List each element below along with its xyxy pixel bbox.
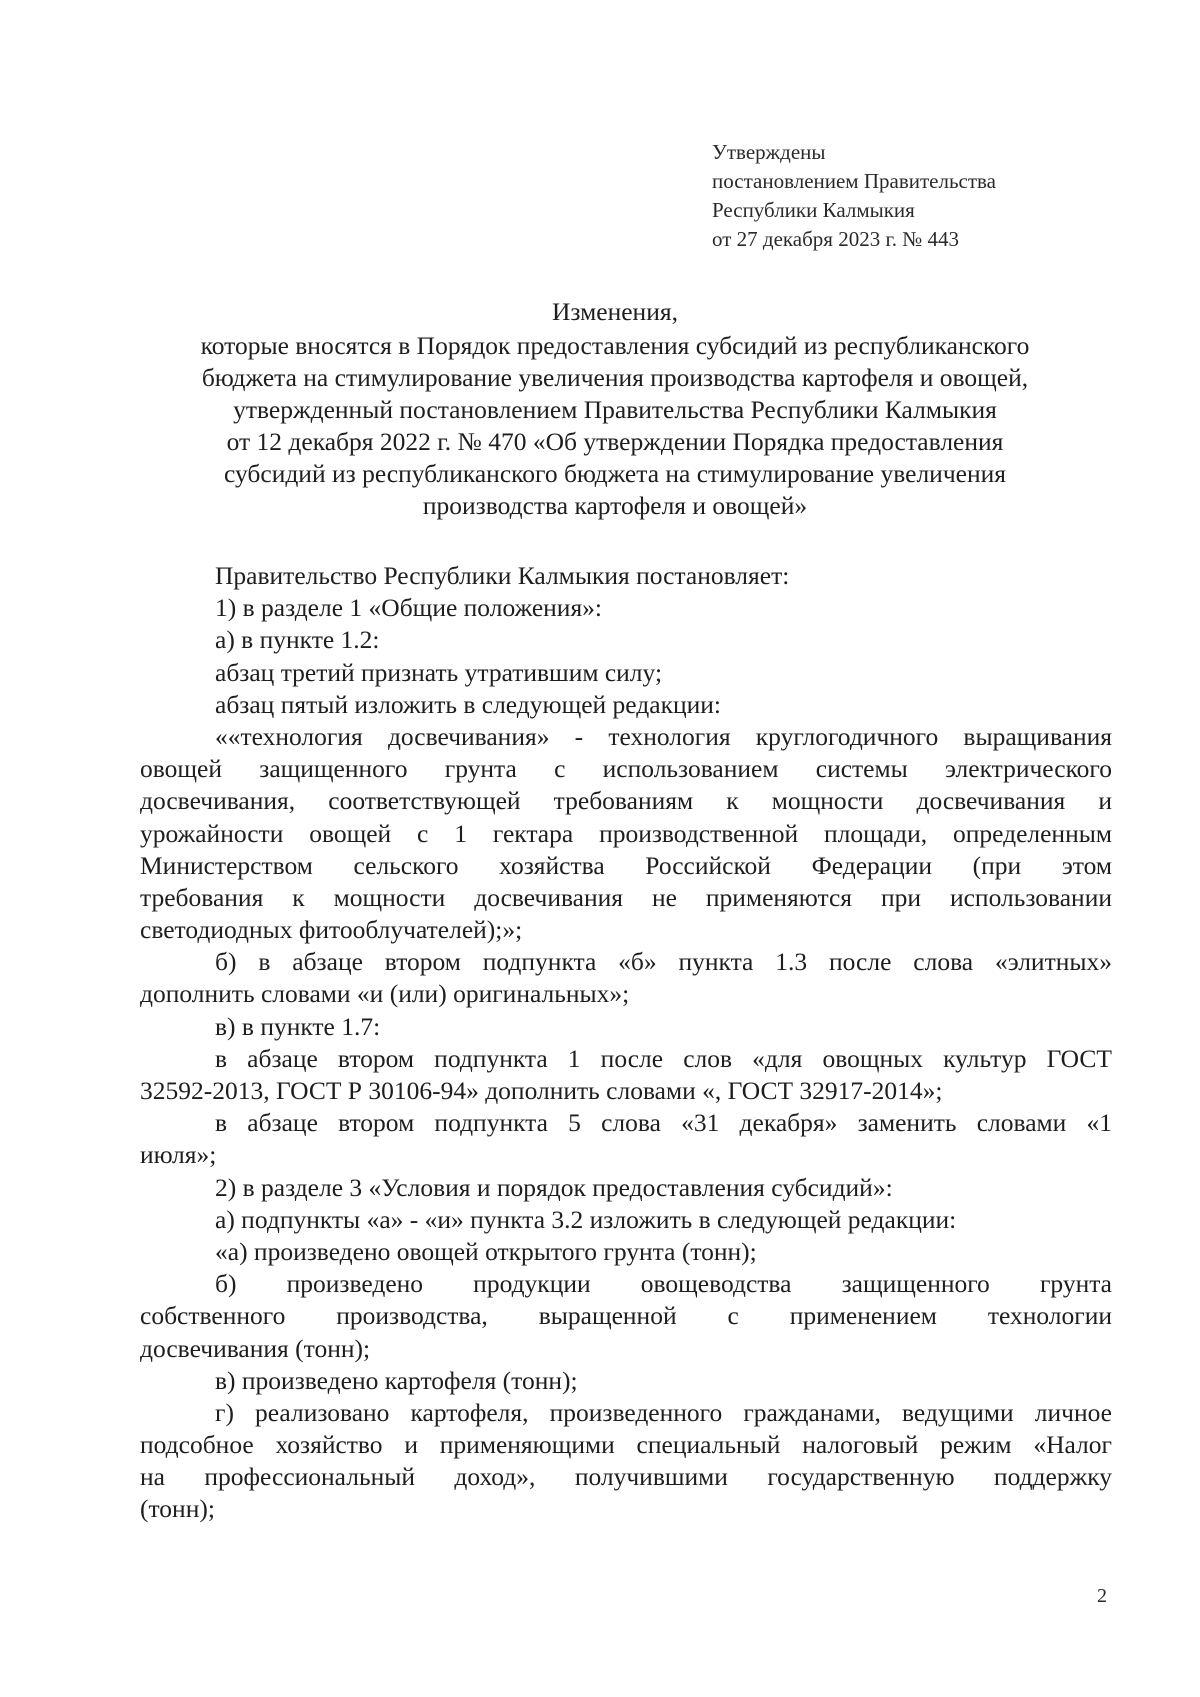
body-line: дополнить словами «и (или) оригинальных»; <box>140 979 630 1009</box>
body-line: овощей защищенного грунта с использованием системы электрического <box>140 754 1112 784</box>
document-body <box>140 560 1112 1526</box>
body-line: ««технология досвечивания» - технология круглогодичного выращивания <box>215 721 1112 751</box>
approval-stamp <box>712 138 996 254</box>
title-line: производства картофеля и овощей» <box>422 491 808 520</box>
body-line: (тонн); <box>140 1494 215 1524</box>
body-line: б) произведено продукции овощеводства защищенного грунта <box>215 1269 1112 1299</box>
approval-line: Утверждены <box>712 140 826 164</box>
body-line: в абзаце втором подпункта 5 слова «31 декабря» заменить словами «1 <box>215 1108 1112 1138</box>
body-line: в абзаце втором подпункта 1 после слов «для овощных культур ГОСТ <box>215 1043 1112 1073</box>
body-line: 1) в разделе 1 «Общие положения»: <box>215 593 603 623</box>
approval-line: постановлением Правительства <box>712 169 997 193</box>
body-line: июля»; <box>140 1140 217 1170</box>
body-line: досвечивания, соответствующей требованиям к мощности досвечивания и <box>140 786 1112 816</box>
body-line: а) подпункты «а» - «и» пункта 3.2 изложить в следующей редакции: <box>215 1204 957 1234</box>
body-line: светодиодных фитооблучателей);»; <box>140 915 523 945</box>
body-line: абзац пятый изложить в следующей редакции: <box>215 689 721 719</box>
page-number: 2 <box>1097 1585 1107 1607</box>
body-line: а) в пункте 1.2: <box>215 625 380 655</box>
body-line: на профессиональный доход», получившими государственную поддержку <box>140 1462 1112 1492</box>
approval-line: Республики Калмыкия <box>712 198 915 222</box>
body-line: абзац третий признать утратившим силу; <box>215 657 663 687</box>
body-line: б) в абзаце втором подпункта «б» пункта 1.3 после слова «элитных» <box>215 947 1112 977</box>
title-line: от 12 декабря 2022 г. № 470 «Об утверждении Порядка предоставления <box>226 427 1004 456</box>
title-line: субсидий из республиканского бюджета на стимулирование увеличения <box>224 459 1006 488</box>
body-line: подсобное хозяйство и применяющими специальный налоговый режим «Налог <box>140 1430 1112 1460</box>
title-line: которые вносятся в Порядок предоставления субсидий из республиканского <box>200 331 1030 360</box>
body-line: собственного производства, выращенной с применением технологии <box>140 1301 1112 1331</box>
body-line: 32592-2013, ГОСТ Р 30106-94» дополнить словами «, ГОСТ 32917-2014»; <box>140 1076 943 1105</box>
body-line: г) реализовано картофеля, произведенного гражданами, ведущими личное <box>215 1397 1112 1427</box>
body-line: в) произведено картофеля (тонн); <box>215 1365 578 1395</box>
body-line: Министерством сельского хозяйства Российской Федерации (при этом <box>140 850 1112 880</box>
body-line: урожайности овощей с 1 гектара производственной площади, определенным <box>140 818 1112 848</box>
title-heading: Изменения, <box>552 297 678 326</box>
body-line: 2) в разделе 3 «Условия и порядок предоставления субсидий»: <box>215 1172 893 1202</box>
body-line: Правительство Республики Калмыкия постановляет: <box>215 561 790 590</box>
body-line: в) в пункте 1.7: <box>215 1011 381 1041</box>
body-line: досвечивания (тонн); <box>140 1333 371 1363</box>
body-line: требования к мощности досвечивания не применяются при использовании <box>140 882 1112 912</box>
approval-line: от 27 декабря 2023 г. № 443 <box>712 227 959 251</box>
title-line: бюджета на стимулирование увеличения производства картофеля и овощей, <box>201 363 1029 392</box>
body-line: «а) произведено овощей открытого грунта (тонн); <box>215 1236 757 1266</box>
document-title <box>140 296 1090 522</box>
title-line: утвержденный постановлением Правительства Республики Калмыкия <box>233 395 997 424</box>
